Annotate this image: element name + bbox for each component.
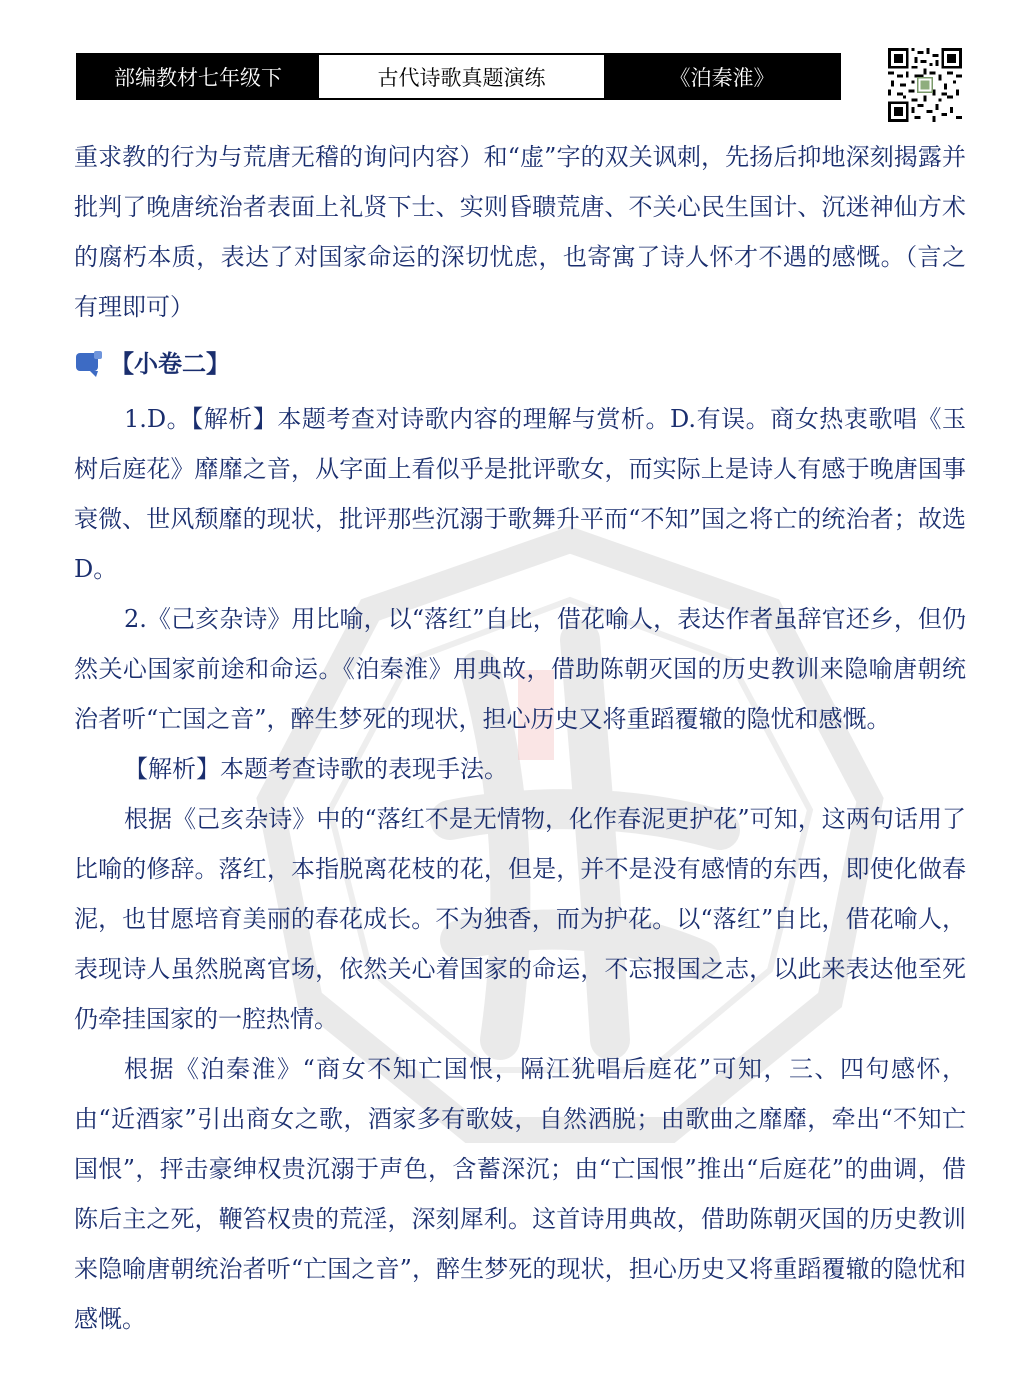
qr-code-icon — [888, 48, 962, 122]
answer-1-paragraph: 1.D。【解析】本题考查对诗歌内容的理解与赏析。D.有误。商女热衷歌唱《玉树后庭花》靡靡之音，从字面上看似乎是批评歌女，而实际上是诗人有感于晚唐国事衰微、世风颓靡的现状，批评那些沉溺于歌舞升平而“不知”国之将亡的统治者；故选 D。 — [74, 405, 966, 583]
header-exercise-title: 古代诗歌真题演练 — [318, 55, 605, 98]
intro-paragraph: 重求教的行为与荒唐无稽的询问内容）和“虚”字的双关讽刺，先扬后抑地深刻揭露并批判了晚唐统治者表面上礼贤下士、实则昏聩荒唐、不关心民生国计、沉迷神仙方术的腐朽本质，表达了对国家命运的深切忧虑，也寄寓了诗人怀才不遇的感慨。（言之有理即可） — [74, 143, 966, 321]
note-icon — [74, 349, 104, 379]
header-poem-title: 《泊秦淮》 — [605, 55, 839, 98]
answer-content — [74, 132, 966, 1344]
analysis-poem2-paragraph: 根据《泊秦淮》“商女不知亡国恨，隔江犹唱后庭花”可知，三、四句感怀，由“近酒家”引出商女之歌，酒家多有歌妓，自然洒脱；由歌曲之靡靡，牵出“不知亡国恨”，抨击豪绅权贵沉溺于声色，含蓄深沉；由“亡国恨”推出“后庭花”的曲调，借陈后主之死，鞭笞权贵的荒淫，深刻犀利。这首诗用典故，借助陈朝灭国的历史教训来隐喻唐朝统治者听“亡国之音”，醉生梦死的现状，担心历史又将重蹈覆辙的隐忧和感慨。 — [74, 1055, 966, 1333]
section-title: 【小卷二】 — [110, 349, 230, 378]
analysis-heading-paragraph: 【解析】本题考查诗歌的表现手法。 — [124, 755, 508, 783]
header-bar — [76, 53, 841, 100]
header-grade-label: 部编教材七年级下 — [78, 55, 318, 98]
section-heading — [74, 338, 966, 390]
analysis-poem1-paragraph: 根据《己亥杂诗》中的“落红不是无情物，化作春泥更护花”可知，这两句话用了比喻的修辞。落红，本指脱离花枝的花，但是，并不是没有感情的东西，即使化做春泥，也甘愿培育美丽的春花成长。不为独香，而为护花。以“落红”自比，借花喻人，表现诗人虽然脱离官场，依然关心着国家的命运，不忘报国之志，以此来表达他至死仍牵挂国家的一腔热情。 — [74, 805, 966, 1033]
answer-2-paragraph: 2.《己亥杂诗》用比喻，以“落红”自比，借花喻人，表达作者虽辞官还乡，但仍然关心国家前途和命运。《泊秦淮》用典故，借助陈朝灭国的历史教训来隐喻唐朝统治者听“亡国之音”，醉生梦死的现状，担心历史又将重蹈覆辙的隐忧和感慨。 — [74, 605, 966, 733]
